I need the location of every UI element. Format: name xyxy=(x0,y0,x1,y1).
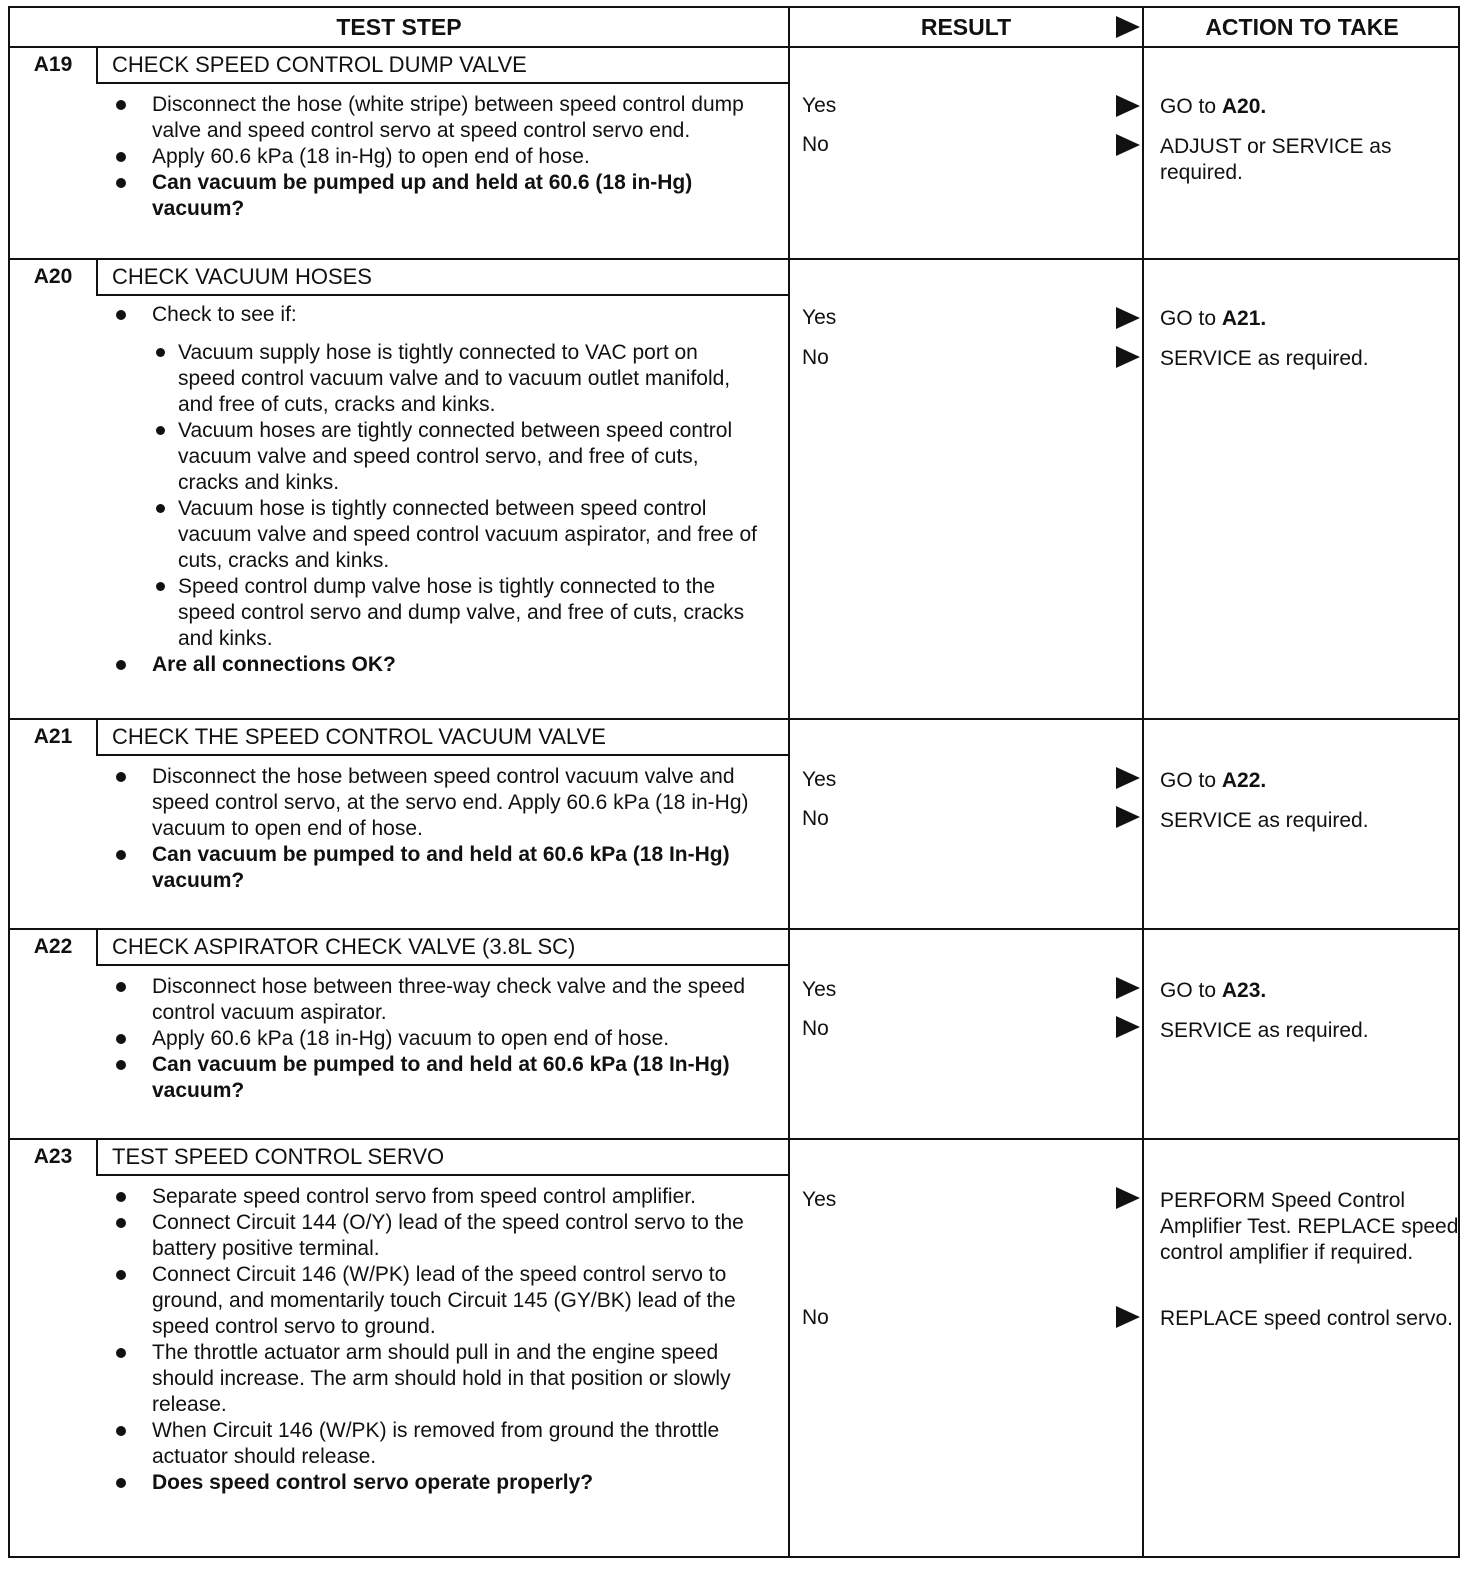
step-id: A21 xyxy=(33,725,73,748)
bullet-question: Are all connections OK? xyxy=(110,652,760,678)
header-result-label: RESULT xyxy=(920,13,1012,40)
title-underline xyxy=(96,294,788,296)
result-no: No xyxy=(802,133,829,156)
arrow-icon xyxy=(1116,977,1140,999)
header-test-step: TEST STEP xyxy=(10,8,788,48)
step-title: CHECK VACUUM HOSES xyxy=(112,264,372,289)
result-yes: Yes xyxy=(802,306,837,329)
id-divider xyxy=(96,930,98,964)
bullet: Check to see if: xyxy=(110,302,760,328)
result-yes: Yes xyxy=(802,768,837,791)
step-title: CHECK SPEED CONTROL DUMP VALVE xyxy=(112,52,527,77)
bullet-question: Can vacuum be pumped to and held at 60.6 kPa (18 In-Hg) vacuum? xyxy=(110,842,760,894)
step-body xyxy=(110,974,760,1104)
step-body xyxy=(110,92,760,222)
bullet: Connect Circuit 144 (O/Y) lead of the speed control servo to the battery positive terminal. xyxy=(110,1210,760,1262)
sub-bullet: Speed control dump valve hose is tightly connected to the speed control servo and dump valve, and free of cuts, cracks and kinks. xyxy=(110,574,760,652)
step-id: A20 xyxy=(33,265,73,288)
arrow-icon xyxy=(1116,1187,1140,1209)
arrow-icon xyxy=(1116,134,1140,156)
header-arrow-icon xyxy=(1116,16,1140,38)
bullet-question: Can vacuum be pumped to and held at 60.6 kPa (18 In-Hg) vacuum? xyxy=(110,1052,760,1104)
sub-bullet: Vacuum supply hose is tightly connected to VAC port on speed control vacuum valve and to vacuum outlet manifold, and free of cuts, cracks and kinks. xyxy=(110,340,760,418)
column-divider xyxy=(1142,8,1144,1556)
step-id: A23 xyxy=(33,1145,73,1168)
sub-bullet: Vacuum hoses are tightly connected between speed control vacuum valve and speed control servo, and free of cuts, cracks and kinks. xyxy=(110,418,760,496)
header-action: ACTION TO TAKE xyxy=(1142,8,1460,48)
id-divider xyxy=(96,1140,98,1174)
action-step-ref: A21. xyxy=(1221,307,1267,330)
action-yes: PERFORM Speed Control Amplifier Test. REPLACE speed control amplifier if required. xyxy=(1160,1189,1459,1264)
step-title: CHECK ASPIRATOR CHECK VALVE (3.8L SC) xyxy=(112,934,576,959)
action-yes xyxy=(1160,306,1460,332)
action-text: GO to xyxy=(1160,769,1222,792)
bullet-question: Can vacuum be pumped up and held at 60.6 (18 in-Hg) vacuum? xyxy=(110,170,760,222)
result-no: No xyxy=(802,346,829,369)
arrow-icon xyxy=(1116,307,1140,329)
arrow-icon xyxy=(1116,1306,1140,1328)
step-body xyxy=(110,302,760,678)
id-divider xyxy=(96,720,98,754)
title-underline xyxy=(96,964,788,966)
action-yes xyxy=(1160,94,1460,120)
action-step-ref: A22. xyxy=(1221,769,1267,792)
bullet-question: Does speed control servo operate properly? xyxy=(110,1470,760,1496)
action-no: ADJUST or SERVICE as required. xyxy=(1160,135,1392,184)
title-underline xyxy=(96,82,788,84)
action-text: GO to xyxy=(1160,95,1222,118)
header-result xyxy=(788,8,1142,48)
bullet: Disconnect the hose between speed control vacuum valve and speed control servo, at the servo end. Apply 60.6 kPa (18 in-Hg) vacuum to open end of hose. xyxy=(110,764,760,842)
bullet: Connect Circuit 146 (W/PK) lead of the speed control servo to ground, and momentarily touch Circuit 145 (GY/BK) lead of the speed control servo to ground. xyxy=(110,1262,760,1340)
arrow-icon xyxy=(1116,346,1140,368)
sub-bullet: Vacuum hose is tightly connected between speed control vacuum valve and speed control vacuum aspirator, and free of cuts, cracks and kinks. xyxy=(110,496,760,574)
action-no: SERVICE as required. xyxy=(1160,809,1369,832)
action-step-ref: A20. xyxy=(1221,95,1267,118)
action-yes xyxy=(1160,768,1460,794)
action-no: SERVICE as required. xyxy=(1160,1019,1369,1042)
bullet: Separate speed control servo from speed control amplifier. xyxy=(110,1184,760,1210)
step-body xyxy=(110,764,760,894)
result-no: No xyxy=(802,1017,829,1040)
result-no: No xyxy=(802,1306,829,1329)
action-text: GO to xyxy=(1160,979,1222,1002)
action-step-ref: A23. xyxy=(1221,979,1267,1002)
arrow-icon xyxy=(1116,767,1140,789)
result-yes: Yes xyxy=(802,978,837,1001)
bullet: When Circuit 146 (W/PK) is removed from ground the throttle actuator should release. xyxy=(110,1418,760,1470)
bullet: Disconnect the hose (white stripe) between speed control dump valve and speed control servo at speed control servo end. xyxy=(110,92,760,144)
action-no: SERVICE as required. xyxy=(1160,347,1369,370)
arrow-icon xyxy=(1116,1016,1140,1038)
bullet: Apply 60.6 kPa (18 in-Hg) vacuum to open end of hose. xyxy=(110,1026,760,1052)
title-underline xyxy=(96,1174,788,1176)
arrow-icon xyxy=(1116,806,1140,828)
bullet: Disconnect hose between three-way check valve and the speed control vacuum aspirator. xyxy=(110,974,760,1026)
bullet: Apply 60.6 kPa (18 in-Hg) to open end of hose. xyxy=(110,144,760,170)
step-body xyxy=(110,1184,760,1496)
step-id: A22 xyxy=(33,935,73,958)
step-id: A19 xyxy=(33,53,73,76)
id-divider xyxy=(96,260,98,294)
action-text: GO to xyxy=(1160,307,1222,330)
result-no: No xyxy=(802,807,829,830)
step-title: TEST SPEED CONTROL SERVO xyxy=(112,1144,445,1169)
id-divider xyxy=(96,48,98,82)
column-divider xyxy=(788,8,790,1556)
action-no: REPLACE speed control servo. xyxy=(1160,1307,1453,1330)
title-underline xyxy=(96,754,788,756)
arrow-icon xyxy=(1116,95,1140,117)
result-yes: Yes xyxy=(802,94,837,117)
bullet: The throttle actuator arm should pull in and the engine speed should increase. The arm should hold in that position or slowly release. xyxy=(110,1340,760,1418)
action-yes xyxy=(1160,978,1460,1004)
step-title: CHECK THE SPEED CONTROL VACUUM VALVE xyxy=(112,724,606,749)
test-step-table xyxy=(8,6,1460,1558)
result-yes: Yes xyxy=(802,1188,837,1211)
